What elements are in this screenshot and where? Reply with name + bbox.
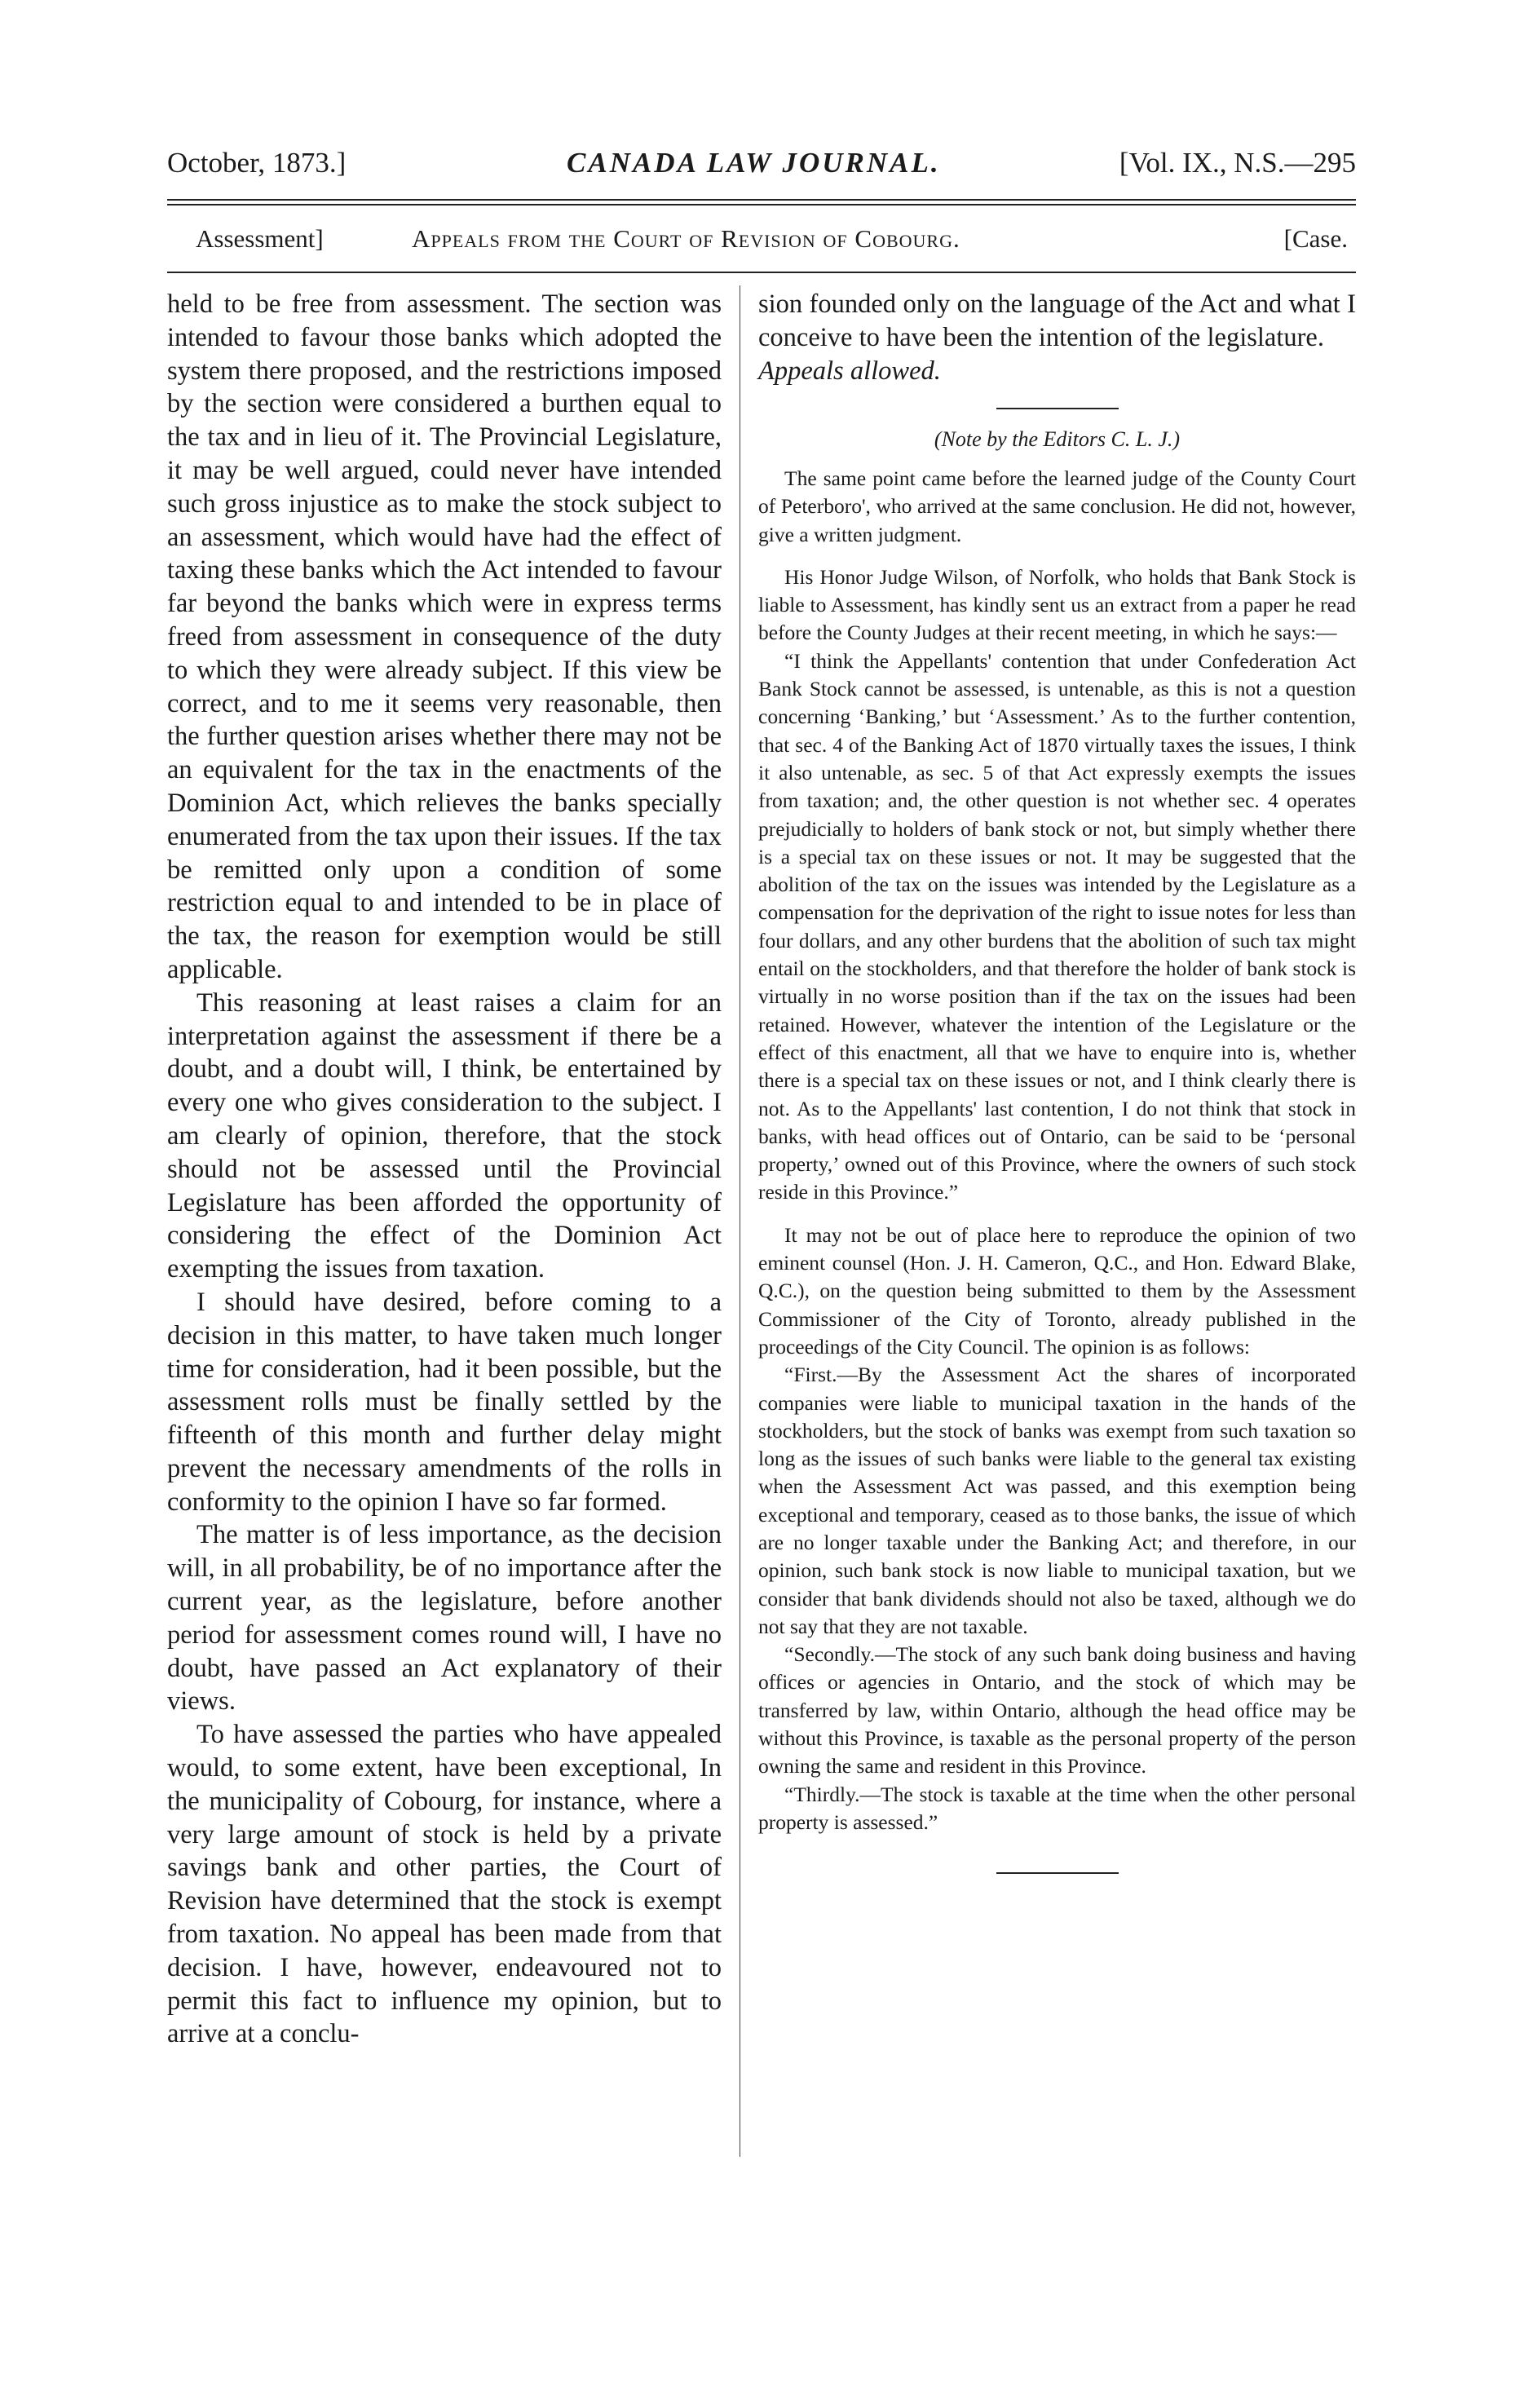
- quoted-paragraph: “First.—By the Assessment Act the shares of incorporated companies were liable to municipal taxation in the hands of the stockholders, but the stock of banks was exempt from such taxation so long as the issues of such banks were liable to the general tax existing when the Assessment Act was passed, and this exemption being exceptional and temporary, ceased as to those banks, the issue of which are no longer taxable under the Banking Act; and therefore, in our opinion, such bank stock is now liable to municipal taxation, but we consider that bank dividends should not also be taxed, although we do not say that they are not taxable.: [758, 1363, 1356, 1638]
- running-head: [167, 147, 1356, 184]
- section-type: [Case.: [1283, 224, 1348, 253]
- body-paragraph: I should have desired, before coming to a decision in this matter, to have taken much longer time for consideration, had it been possible, but the assessment rolls must be finally settled by the fifteenth of this month and further delay might prevent the necessary amendments of the rolls in conformity to the opinion I have so far formed.: [167, 1287, 722, 1517]
- header-rule-top: [167, 199, 1356, 201]
- note-paragraph: The same point came before the learned judge of the County Court of Peterboro', who arrived at the same conclusion. He did not, however, give a written judgment.: [758, 466, 1356, 546]
- section-head: [167, 224, 1356, 260]
- quoted-paragraph: “Thirdly.—The stock is taxable at the time when the other personal property is assessed.”: [758, 1782, 1356, 1834]
- note-paragraph: It may not be out of place here to reproduce the opinion of two eminent counsel (Hon. J. H. Cameron, Q.C., and Hon. Edward Blake, Q.C.), on the question being submitted to them by the Assessment Commissioner of the City of Toronto, already published in the proceedings of the City Council. The opinion is as follows:: [758, 1222, 1356, 1359]
- section-topic: Assessment]: [196, 224, 324, 253]
- header-rule-bottom: [167, 204, 1356, 205]
- issue-date: October, 1873.]: [167, 147, 347, 179]
- journal-title: CANADA LAW JOURNAL.: [567, 147, 941, 179]
- body-paragraph: The matter is of less importance, as the decision will, in all probability, be of no importance after the current year, as the legislature, before another period for assessment comes round will, I have no doubt, have passed an Act explanatory of their views.: [167, 1520, 722, 1717]
- end-rule: [996, 1872, 1119, 1874]
- body-paragraph: To have assessed the parties who have appealed would, to some extent, have been exceptional, In the municipality of Cobourg, for instance, where a very large amount of stock is held by a private savings bank and other parties, the Court of Revision have determined that the stock is exempt from taxation. No appeal has been made from that decision. I have, however, endeavoured not to permit this fact to influence my opinion, but to arrive at a conclu-: [167, 1720, 722, 2049]
- separator-rule: [996, 408, 1119, 409]
- body-paragraph: held to be free from assessment. The section was intended to favour those banks which adopted the system there proposed, and the restrictions imposed by the section were considered a burthen equal to the tax and in lieu of it. The Provincial Legislature, it may be well argued, could never have intended such gross injustice as to make the stock subject to an assessment, which would have had the effect of taxing these banks which the Act intended to favour far beyond the banks which were in express terms freed from assessment in consequence of the duty to which they were already subject. If this view be correct, and to me it seems very reasonable, then the further question arises whether there may not be an equivalent for the tax in the enactments of the Dominion Act, which relieves the banks specially enumerated from the tax upon their issues. If the tax be remitted only upon a condition of some restriction equal to and intended to be in place of the tax, the reason for exemption would be still applicable.: [167, 289, 722, 984]
- body-paragraph: This reasoning at least raises a claim for an interpretation against the assessment if there be a doubt, and a doubt will, I think, be entertained by every one who gives consideration to the subject. I am clearly of opinion, therefore, that the stock should not be assessed until the Provincial Legislature has been afforded the opportunity of considering the effect of the Dominion Act exempting the issues from taxation.: [167, 988, 722, 1284]
- quoted-paragraph: “I think the Appellants' contention that under Confederation Act Bank Stock cannot be assessed, is untenable, as this is not a question concerning ‘Banking,’ but ‘Assessment.’ As to the further contention, that sec. 4 of the Banking Act of 1870 virtually taxes the issues, I think it also untenable, as sec. 5 of that Act expressly exempts the issues from taxation; and, the other question is not whether sec. 4 operates prejudicially to holders of bank stock or not, but simply whether there is a special tax on these issues or not. It may be suggested that the abolition of the tax on the issues was intended by the Legislature as a compensation for the deprivation of the right to issue notes for less than four dollars, and any other burdens that the abolition of such tax might entail on the stockholders, and that therefore the holder of bank stock is virtually in no worse position than if the tax on the issues had been retained. However, whatever the intention of the Legislature or the effect of this enactment, all that we have to enquire into is, whether there is a special tax on these issues or not, and I think clearly there is not. As to the Appellants' last contention, I do not think that stock in banks, with head offices out of Ontario, can be said to be ‘personal property,’ owned out of this Province, where the owners of such stock reside in this Province.”: [758, 648, 1356, 1204]
- body-paragraph: sion founded only on the language of the Act and what I conceive to have been the intention of the legislature.: [758, 289, 1356, 352]
- left-column: [167, 288, 722, 2051]
- quoted-paragraph: “Secondly.—The stock of any such bank doing business and having offices or agencies in Ontario, and the stock of which may be transferred by law, within Ontario, although the head office may be without this Province, is taxable as the personal property of the person owning the same and resident in this Province.: [758, 1642, 1356, 1778]
- note-paragraph: His Honor Judge Wilson, of Norfolk, who holds that Bank Stock is liable to Assessment, has kindly sent us an extract from a paper he read before the County Judges at their recent meeting, in which he says:—: [758, 564, 1356, 645]
- editors-note-heading: (Note by the Editors C. L. J.): [934, 427, 1181, 451]
- editors-note: [758, 453, 1356, 1836]
- volume-page-number: [Vol. IX., N.S.—295: [1119, 147, 1356, 179]
- case-disposition: Appeals allowed.: [758, 356, 941, 386]
- section-rule: [167, 272, 1356, 273]
- right-column: [758, 288, 1356, 1874]
- case-title: Appeals from the Court of Revision of Cobourg.: [412, 224, 960, 253]
